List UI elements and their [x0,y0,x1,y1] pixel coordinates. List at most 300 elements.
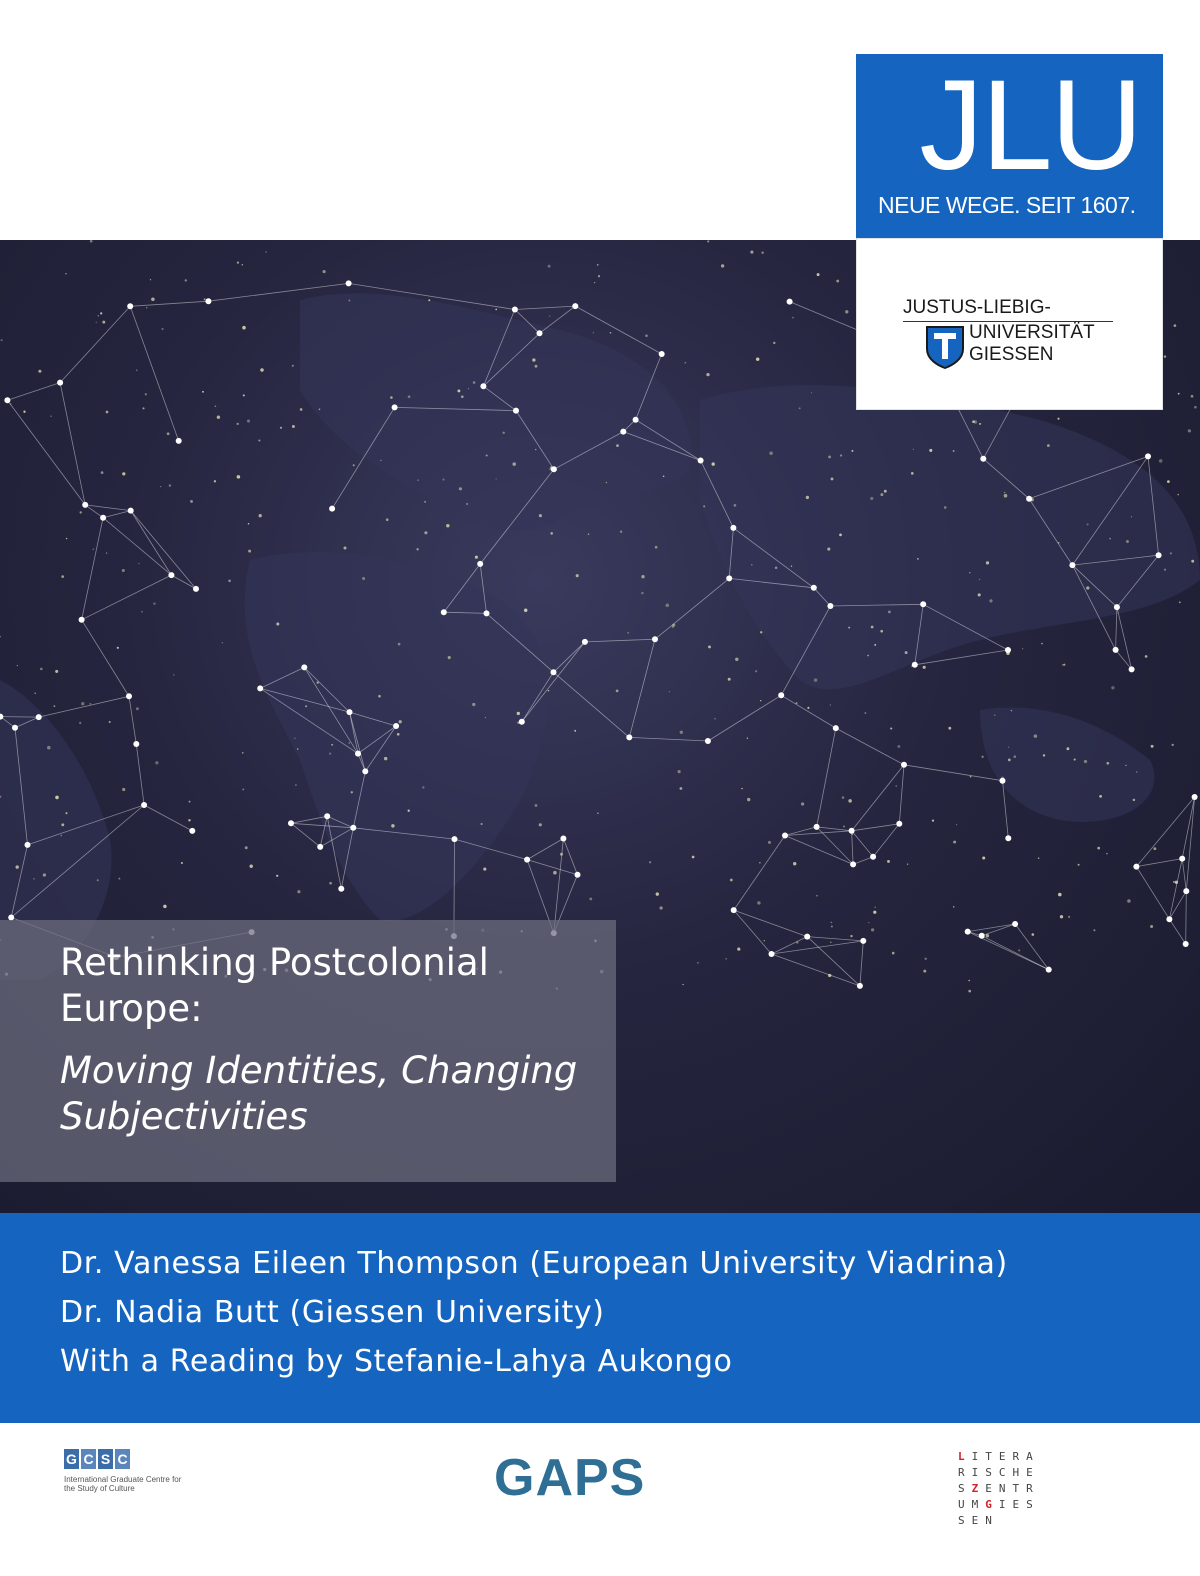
city-light-dot [680,731,683,734]
city-light-dot [242,264,244,266]
city-light-dot [146,307,147,308]
city-light-dot [757,901,760,904]
city-light-dot [848,627,850,629]
network-node [1005,835,1011,841]
lz-letter: A [1026,1450,1040,1463]
network-node [659,351,665,357]
network-line [1169,891,1186,919]
city-light-dot [874,907,875,908]
network-node [1192,794,1198,800]
network-node [582,639,588,645]
network-node [1133,864,1139,870]
city-light-dot [793,862,796,865]
network-line [853,857,873,865]
city-light-dot [1125,765,1127,767]
city-light-dot [897,745,900,748]
city-light-dot [122,788,125,791]
city-light-dot [65,812,67,814]
city-light-dot [215,406,217,408]
city-light-dot [66,538,67,539]
network-node [551,669,557,675]
city-light-dot [242,788,244,790]
landmass-shape [245,552,548,921]
city-light-dot [814,678,817,681]
network-line [817,827,852,831]
city-light-dot [1099,795,1102,798]
city-light-dot [994,714,995,715]
event-title-panel [0,920,616,1182]
network-node [551,466,557,472]
university-logo-block [856,238,1163,410]
network-node [572,303,578,309]
network-node [814,824,820,830]
network-node [560,836,566,842]
city-light-dot [472,703,475,706]
city-light-dot [692,856,695,859]
city-light-dot [905,651,908,654]
network-line [131,511,172,575]
city-light-dot [816,895,818,897]
network-node [1000,778,1006,784]
network-line [708,695,781,741]
gcsc-letter: G [64,1449,79,1469]
gcsc-letter: S [98,1449,113,1469]
city-light-dot [598,275,600,277]
city-light-dot [181,862,183,864]
city-light-dot [517,712,520,715]
network-node [979,933,985,939]
city-light-dot [81,702,84,705]
city-light-dot [260,368,264,372]
city-light-dot [843,826,845,828]
city-light-dot [1194,406,1197,409]
city-light-dot [923,970,926,973]
city-light-dot [391,824,394,827]
city-light-dot [721,264,724,267]
city-light-dot [1167,480,1170,483]
lz-letter: G [985,1498,999,1511]
city-light-dot [1060,915,1063,918]
city-light-dot [1004,492,1006,494]
network-node [25,842,31,848]
city-light-dot [102,321,105,324]
lz-letter: U [958,1498,972,1511]
city-light-dot [97,879,99,881]
city-light-dot [475,556,478,559]
lz-logo-row [958,1481,1040,1497]
city-light-dot [1178,393,1180,395]
city-light-dot [151,298,155,302]
city-light-dot [627,632,629,634]
network-node [1012,921,1018,927]
city-light-dot [539,514,542,517]
city-light-dot [98,315,99,316]
city-light-dot [524,608,528,612]
network-node [850,861,856,867]
city-light-dot [1154,847,1157,850]
network-node [778,692,784,698]
city-light-dot [329,752,331,754]
city-light-dot [189,801,191,803]
city-light-dot [163,905,167,909]
network-node [1156,552,1162,558]
network-line [130,306,179,441]
city-light-dot [1172,744,1174,746]
city-light-dot [386,518,389,521]
jlu-tagline: NEUE WEGE. SEIT 1607. [878,192,1136,218]
network-node [857,983,863,989]
network-line [82,620,129,697]
city-light-dot [1093,929,1095,931]
city-light-dot [248,523,250,525]
city-light-dot [588,533,590,535]
city-light-dot [1106,853,1108,855]
network-line [1186,891,1187,944]
city-light-dot [923,666,926,669]
university-shield-icon [925,325,965,369]
lz-logo-row: SEN [958,1514,999,1527]
city-light-dot [141,611,142,612]
city-light-dot [792,317,794,319]
city-light-dot [89,703,91,705]
city-light-dot [331,744,333,746]
city-light-dot [873,911,876,914]
city-light-dot [1087,523,1089,525]
network-line [807,937,860,986]
lz-letter: E [998,1450,1013,1463]
network-node [811,585,817,591]
city-light-dot [1062,664,1064,666]
city-light-dot [845,310,848,313]
city-light-dot [728,678,731,681]
city-light-dot [173,674,174,675]
university-name-line2: UNIVERSITÄT [969,322,1095,343]
network-line [1136,859,1182,867]
city-light-dot [827,548,830,551]
network-node [1179,856,1185,862]
city-light-dot [553,871,557,875]
city-light-dot [93,548,95,550]
city-light-dot [60,835,62,837]
city-light-dot [895,785,897,787]
city-light-dot [1150,925,1153,928]
lz-logo-row [958,1497,1040,1513]
event-subtitle: Moving Identities, Changing Subjectivities [60,1049,578,1138]
network-node [12,725,18,731]
network-node [1166,916,1172,922]
network-node [513,408,519,414]
lz-letter: S [958,1482,972,1495]
network-line [585,639,655,642]
city-light-dot [764,940,765,941]
network-node [726,575,732,581]
city-light-dot [408,810,410,812]
city-light-dot [1133,799,1136,802]
city-light-dot [1011,710,1012,711]
network-line [554,839,564,934]
city-light-dot [761,251,764,254]
city-light-dot [594,282,595,283]
city-light-dot [747,738,748,739]
network-line [129,696,136,744]
network-node [393,723,399,729]
city-light-dot [362,577,365,580]
city-light-dot [1008,758,1011,761]
lz-letter: S [1026,1498,1040,1511]
city-light-dot [1127,899,1131,903]
city-light-dot [801,802,804,805]
city-light-dot [228,580,231,583]
city-light-dot [725,958,727,960]
city-light-dot [597,264,598,265]
city-light-dot [1038,857,1040,859]
city-light-dot [890,727,892,729]
city-light-dot [1136,771,1138,773]
network-node [362,768,368,774]
city-light-dot [428,299,430,301]
city-light-dot [122,472,125,475]
city-light-dot [353,464,355,466]
network-line [734,836,785,911]
network-node [519,719,525,725]
network-node [176,438,182,444]
network-node [633,417,639,423]
city-light-dot [712,462,715,465]
network-line [1136,867,1169,920]
city-light-dot [535,365,538,368]
city-light-dot [768,841,771,844]
city-light-dot [1126,540,1129,543]
city-light-dot [1,339,3,341]
city-light-dot [459,487,462,490]
network-node [133,741,139,747]
city-light-dot [535,804,538,807]
city-light-dot [714,718,715,719]
network-node [288,820,294,826]
city-light-dot [237,261,239,263]
network-node [920,601,926,607]
city-light-dot [145,393,147,395]
city-light-dot [1164,355,1166,357]
city-light-dot [880,630,883,633]
city-light-dot [397,733,400,736]
city-light-dot [408,395,411,398]
city-light-dot [1063,664,1065,666]
network-line [1015,924,1049,970]
network-node [512,307,518,313]
city-light-dot [294,737,295,738]
network-node [1183,941,1189,947]
network-node [480,383,486,389]
city-light-dot [669,691,670,692]
lz-logo-row [958,1449,1040,1465]
city-light-dot [80,511,82,513]
city-light-dot [160,486,161,487]
city-light-dot [589,897,592,900]
city-light-dot [378,695,381,698]
city-light-dot [641,592,644,595]
city-light-dot [549,315,550,316]
city-light-dot [684,362,686,364]
city-light-dot [532,358,535,361]
city-light-dot [734,504,737,507]
network-line [968,924,1015,932]
city-light-dot [842,796,845,799]
network-line [817,827,854,865]
network-node [452,836,458,842]
network-node [324,813,330,819]
network-node [79,617,85,623]
network-node [193,586,199,592]
network-line [82,575,172,620]
city-light-dot [466,503,468,505]
city-light-dot [1047,444,1050,447]
network-node [912,662,918,668]
city-light-dot [96,322,97,323]
city-light-dot [468,388,469,389]
city-light-dot [222,642,223,643]
network-node [189,828,195,834]
city-light-dot [101,471,104,474]
city-light-dot [292,365,294,367]
network-line [7,383,60,401]
network-node [1113,647,1119,653]
city-light-dot [1066,747,1069,750]
network-line [817,728,836,827]
city-light-dot [574,730,576,732]
lz-letter: N [998,1482,1013,1495]
city-light-dot [1164,569,1166,571]
city-light-dot [243,394,245,396]
city-light-dot [424,531,427,534]
city-light-dot [907,864,908,865]
city-light-dot [979,579,981,581]
city-light-dot [424,501,426,503]
network-node [1026,496,1032,502]
network-node [4,397,10,403]
city-light-dot [1084,760,1087,763]
city-light-dot [245,846,248,849]
city-light-dot [1068,916,1070,918]
network-node [965,929,971,935]
city-light-dot [1008,747,1009,748]
network-line [785,836,853,865]
lz-letter: R [1012,1450,1027,1463]
network-line [1136,797,1194,867]
city-light-dot [142,407,144,409]
network-node [484,610,490,616]
city-light-dot [1177,494,1179,496]
city-light-dot [1034,734,1038,738]
city-light-dot [136,707,139,710]
jlu-logo-block [856,54,1163,238]
city-light-dot [43,873,46,876]
network-node [329,506,335,512]
city-light-dot [616,690,619,693]
city-light-dot [799,407,801,409]
city-light-dot [300,408,303,411]
network-node [626,734,632,740]
city-light-dot [1004,494,1008,498]
city-light-dot [917,558,919,560]
city-light-dot [773,342,775,344]
network-node [82,502,88,508]
network-node [787,299,793,305]
literarisches-zentrum-logo [958,1449,1040,1529]
network-line [836,728,904,765]
city-light-dot [417,479,418,480]
city-light-dot [1131,516,1132,517]
network-line [130,301,208,306]
city-light-dot [1170,552,1172,554]
city-light-dot [259,514,262,517]
city-light-dot [90,240,93,243]
city-light-dot [576,574,579,577]
city-light-dot [969,572,970,573]
city-light-dot [495,309,497,311]
city-light-dot [329,882,332,885]
city-light-dot [486,454,488,456]
gcsc-logo-caption: International Graduate Centre for the Study of Culture [64,1475,182,1493]
network-node [769,951,775,957]
city-light-dot [610,332,612,334]
city-light-dot [380,460,381,461]
city-light-dot [871,626,874,629]
city-light-dot [616,444,619,447]
network-line [629,639,655,737]
city-light-dot [864,712,866,714]
city-light-dot [292,425,295,428]
city-light-dot [1086,586,1089,589]
network-line [655,578,729,639]
city-light-dot [682,984,683,985]
city-light-dot [457,389,460,392]
city-light-dot [836,280,839,283]
network-line [540,306,576,333]
network-node [860,938,866,944]
city-light-dot [188,819,190,821]
city-light-dot [343,546,346,549]
city-light-dot [656,892,659,895]
network-node [317,844,323,850]
city-light-dot [185,279,187,281]
city-light-dot [390,396,393,399]
network-line [60,306,130,382]
city-light-dot [839,534,842,537]
city-light-dot [248,550,251,553]
city-light-dot [118,878,120,880]
city-light-dot [399,720,402,723]
city-light-dot [295,784,297,786]
city-light-dot [981,756,983,758]
city-light-dot [249,864,252,867]
city-light-dot [79,722,81,724]
city-light-dot [756,357,759,360]
city-light-dot [161,328,163,330]
city-light-dot [237,423,239,425]
city-light-dot [55,796,59,800]
city-light-dot [655,546,658,549]
city-light-dot [1188,429,1191,432]
city-light-dot [448,656,451,659]
network-node [537,330,543,336]
network-node [338,886,344,892]
network-line [527,860,577,875]
network-line [1182,859,1186,892]
city-light-dot [769,452,772,455]
city-light-dot [398,643,401,646]
city-light-dot [297,890,300,893]
